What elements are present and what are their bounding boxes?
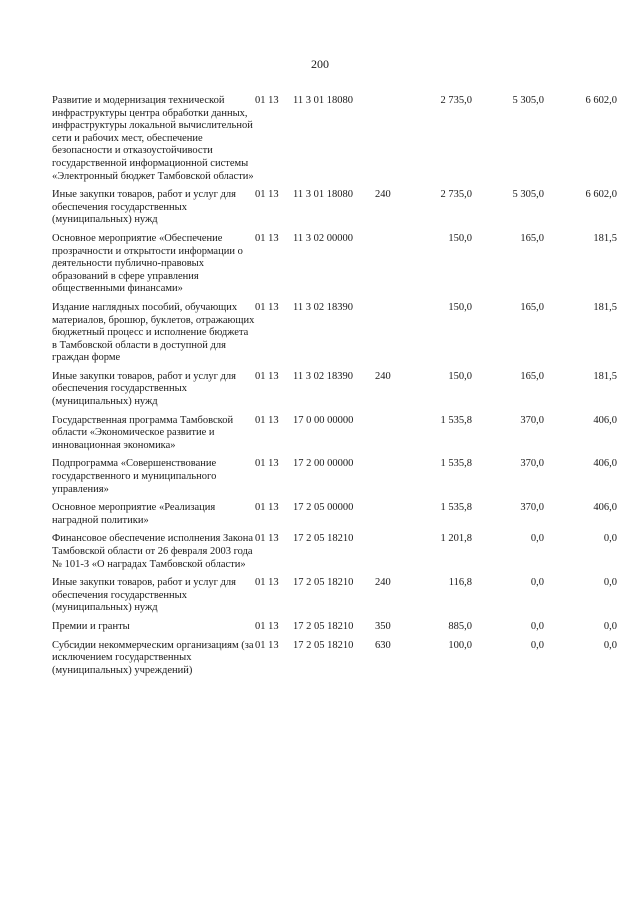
row-name: Издание наглядных пособий, обучающих материалов, брошюр, буклетов, отражающих бюджетный процесс и исполнение бюджета в Тамбовской области в доступной для граждан форме [52,301,255,364]
amount-year-3: 406,0 [593,502,617,514]
table-row [52,95,617,189]
amount-year-3: 181,5 [593,370,617,382]
target-code: 11 3 02 18390 [293,301,353,313]
table-row [52,233,617,302]
amount-year-2: 0,0 [530,639,544,651]
table-row [52,533,617,577]
expense-type [375,415,401,459]
amount-year-2: 165,0 [520,232,544,244]
amount-year-3: 6 602,0 [585,95,617,106]
table-row [52,371,617,415]
budget-table-body [52,95,617,683]
row-name: Государственная программа Тамбовской области «Экономическое развитие и инновационная экономика» [52,414,234,451]
target-code: 17 2 05 18210 [293,620,354,632]
amount-year-3: 181,5 [593,301,617,313]
expense-type [375,95,401,189]
amount-year-3: 0,0 [603,620,617,632]
section-code: 01 13 [255,232,279,244]
row-name: Премии и гранты [52,620,130,632]
amount-year-1: 2 735,0 [440,189,472,201]
page-number: 200 [311,57,329,71]
amount-year-2: 0,0 [530,620,544,632]
expense-type [375,233,401,302]
target-code: 17 2 05 18210 [293,639,354,651]
amount-year-2: 370,0 [520,458,544,470]
target-code: 11 3 02 00000 [293,232,353,244]
amount-year-2: 5 305,0 [512,95,544,106]
amount-year-3: 0,0 [603,639,617,651]
row-name: Иные закупки товаров, работ и услуг для обеспечения государственных (муниципальных) нужд [52,370,236,408]
section-code: 01 13 [255,639,279,651]
amount-year-1: 150,0 [448,370,472,382]
amount-year-1: 116,8 [448,577,472,589]
amount-year-2: 0,0 [530,533,544,545]
section-code: 01 13 [255,502,279,514]
row-name: Развитие и модернизация технической инфраструктуры центра обработки данных, инфраструктуры локальной вычислительной сети и рабочих мест, обеспечение безопасности и отказоустойчивости государственной информационной системы «Электронный бюджет Тамбовской области» [52,95,254,182]
row-name: Субсидии некоммерческим организациям (за исключением государственных (муниципальных) учреждений) [52,639,254,676]
amount-year-1: 1 535,8 [440,458,472,470]
section-code: 01 13 [255,414,279,426]
target-code: 17 2 05 18210 [293,533,354,545]
amount-year-3: 0,0 [603,533,617,545]
section-code: 01 13 [255,458,279,470]
table-row [52,415,617,459]
target-code: 17 2 05 00000 [293,502,354,514]
amount-year-3: 181,5 [593,232,617,244]
row-name: Основное мероприятие «Обеспечение прозрачности и открытости информации о деятельности публично-правовых образований в сфере управления общественными финансами» [52,232,243,295]
expense-type: 630 [375,639,391,651]
amount-year-3: 406,0 [593,414,617,426]
amount-year-2: 370,0 [520,502,544,514]
expense-type: 240 [375,370,391,382]
amount-year-3: 0,0 [603,577,617,589]
budget-table [52,95,617,683]
amount-year-2: 165,0 [520,301,544,313]
target-code: 11 3 02 18390 [293,370,353,382]
expense-type: 350 [375,620,391,632]
target-code: 11 3 01 18080 [293,189,353,201]
amount-year-1: 885,0 [448,620,472,632]
table-row [52,502,617,533]
expense-type: 240 [375,189,391,201]
target-code: 17 2 00 00000 [293,458,354,470]
target-code: 17 2 05 18210 [293,577,354,589]
section-code: 01 13 [255,95,279,106]
amount-year-2: 165,0 [520,370,544,382]
amount-year-2: 370,0 [520,414,544,426]
amount-year-3: 6 602,0 [585,189,617,201]
table-row [52,189,617,233]
row-name: Финансовое обеспечение исполнения Закона Тамбовской области от 26 февраля 2003 года № 101-З «О наградах Тамбовской области» [52,533,254,570]
row-name: Подпрограмма «Совершенствование государственного и муниципального управления» [52,458,217,495]
expense-type: 240 [375,577,391,589]
amount-year-2: 5 305,0 [512,189,544,201]
amount-year-1: 2 735,0 [440,95,472,106]
table-row [52,302,617,371]
amount-year-3: 406,0 [593,458,617,470]
section-code: 01 13 [255,577,279,589]
table-row [52,458,617,502]
amount-year-1: 1 535,8 [440,502,472,514]
row-name: Основное мероприятие «Реализация наградной политики» [52,502,216,526]
expense-type [375,302,401,371]
table-row [52,577,617,621]
expense-type [375,533,401,577]
row-name: Иные закупки товаров, работ и услуг для обеспечения государственных (муниципальных) нужд [52,189,236,226]
amount-year-2: 0,0 [530,577,544,589]
target-code: 17 0 00 00000 [293,414,354,426]
amount-year-1: 100,0 [448,639,472,651]
table-row [52,621,617,640]
target-code: 11 3 01 18080 [293,95,353,106]
row-name: Иные закупки товаров, работ и услуг для обеспечения государственных (муниципальных) нужд [52,577,236,614]
table-row [52,640,617,684]
section-code: 01 13 [255,301,279,313]
section-code: 01 13 [255,370,279,382]
amount-year-1: 150,0 [448,232,472,244]
amount-year-1: 150,0 [448,301,472,313]
section-code: 01 13 [255,189,279,201]
amount-year-1: 1 535,8 [440,414,472,426]
amount-year-1: 1 201,8 [440,533,472,545]
section-code: 01 13 [255,533,279,545]
section-code: 01 13 [255,620,279,632]
expense-type [375,458,401,502]
expense-type [375,502,401,533]
